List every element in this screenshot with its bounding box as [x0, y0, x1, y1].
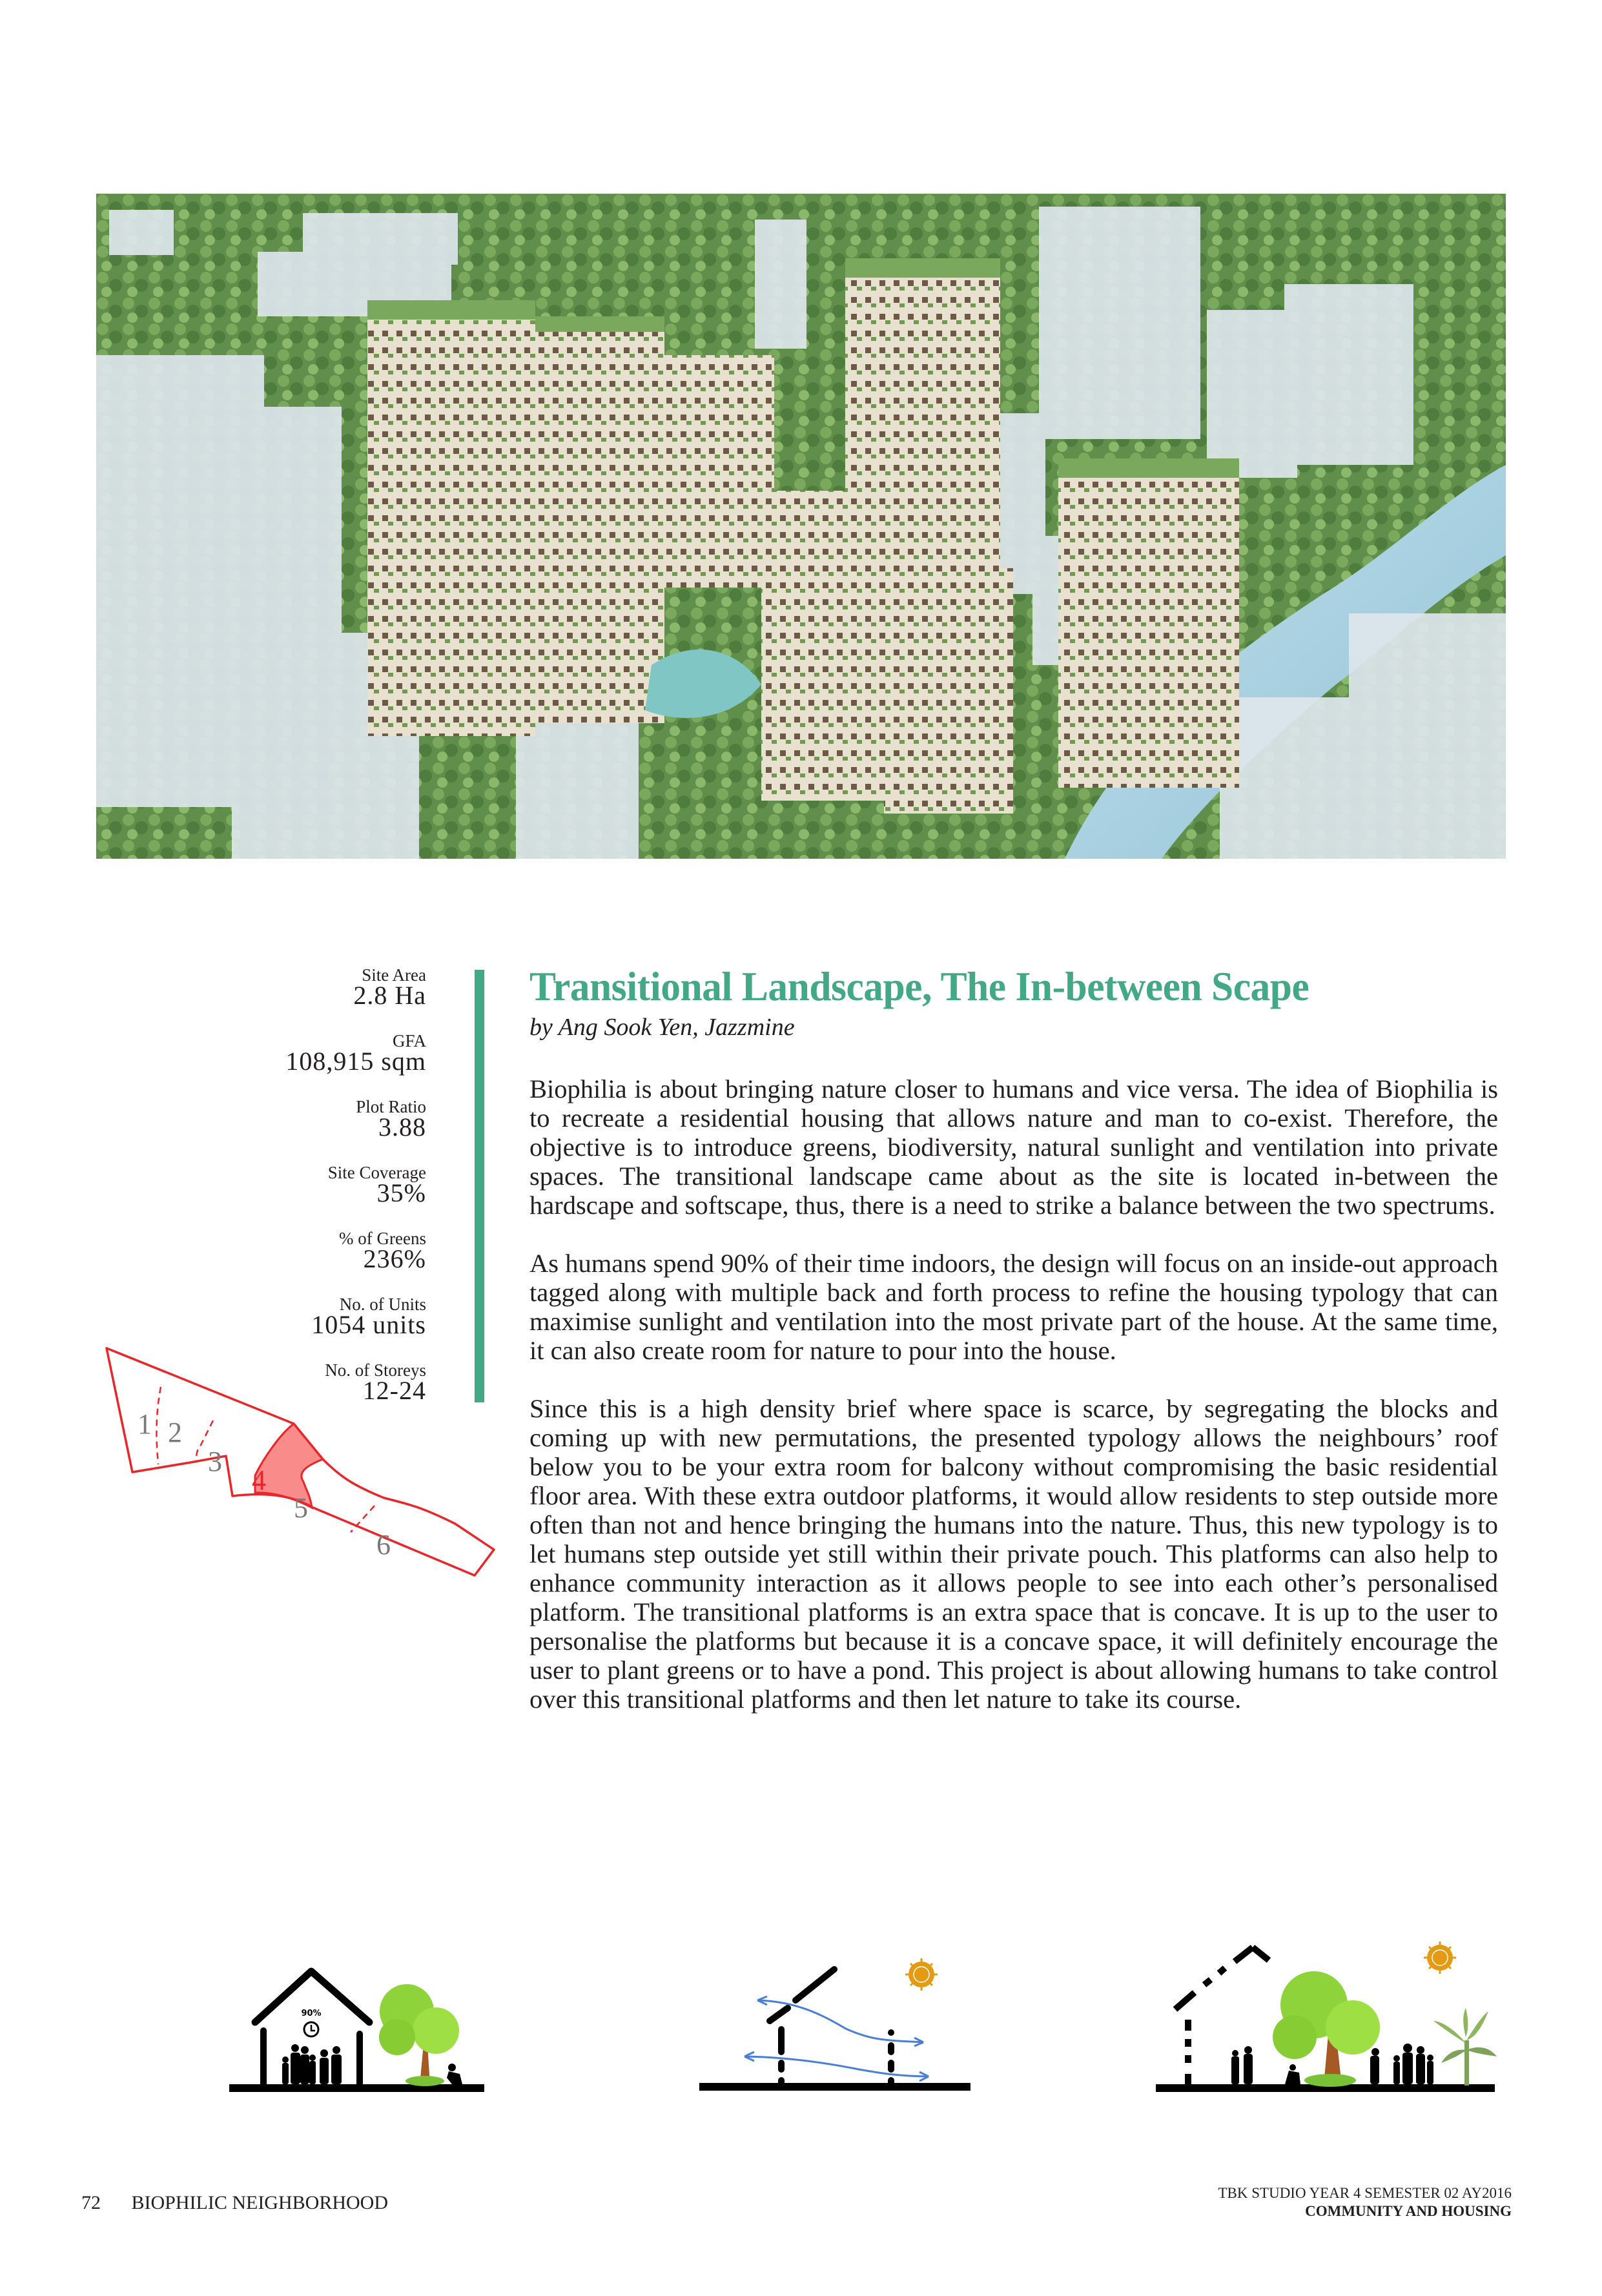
site-plan-svg: [94, 1317, 468, 1588]
stat-value: 1054 units: [311, 1310, 426, 1339]
clock-icon: [304, 2022, 318, 2036]
stat-value: 35%: [376, 1178, 426, 1207]
page-number: 72: [81, 2192, 101, 2213]
outdoor-diagram-svg: [1130, 1905, 1517, 2098]
indoor-percent-label: 90%: [301, 2009, 322, 2018]
stat-site-coverage: [245, 1163, 426, 1205]
stat-label: Site Area: [362, 965, 426, 985]
stat-label: GFA: [392, 1031, 426, 1051]
book-title: BIOPHILIC NEIGHBORHOOD: [131, 2192, 388, 2213]
stat-value: 3.88: [378, 1112, 426, 1142]
article-body: [529, 1074, 1498, 1714]
stat-label: Site Coverage: [327, 1163, 426, 1182]
ventilation-diagram-svg: [678, 1905, 969, 2098]
indoor-time-diagram: [194, 1905, 581, 2098]
stat-value: 236%: [363, 1244, 426, 1273]
stat-plot-ratio: [245, 1097, 426, 1142]
indoor-diagram-svg: [194, 1905, 581, 2098]
stat-site-area: [245, 965, 426, 1010]
plot-label-4: 4: [252, 1464, 266, 1496]
banana-tree-icon: [1433, 2008, 1497, 2086]
stat-gfa: [245, 1031, 426, 1076]
family-icon: [282, 2044, 342, 2084]
roof-icon: [770, 1969, 891, 2084]
section-label: COMMUNITY AND HOUSING: [1305, 2203, 1512, 2219]
stat-label: Plot Ratio: [356, 1097, 426, 1116]
article: [529, 962, 1498, 1743]
open-house-icon: [1175, 1947, 1269, 2084]
stat-greens: [245, 1229, 426, 1271]
airflow-arrow-icon: [745, 1996, 929, 2081]
sun-icon: [905, 1958, 938, 1991]
accent-divider-bar: [475, 970, 484, 1402]
footer-left: [81, 2192, 388, 2214]
paragraph: Since this is a high density brief where space is scarce, by segregating the blocks and coming up with new permutations, the presented typology allows the neighbours’ roof below you to be your extra room for balcony without compromising the basic residential floor area. With these extra outdoor platforms, it would allow residents to step outside more often than not and hence bringing the humans into the nature. Thus, this new typology is to let humans step outside yet still within their private pouch. This platforms can also help to enhance community interaction as it allows people to see into each other’s personalised platform. The transitional platforms is an extra space that is concave. It is up to the user to personalise the platforms but because it is a concave space, it will definitely encourage the user to plant greens or to have a pond. This project is about allowing humans to take control over this transitional platforms and then let nature to take its course.: [529, 1394, 1498, 1714]
plot-label-1: 1: [138, 1408, 152, 1440]
paragraph: As humans spend 90% of their time indoors, the design will focus on an inside-out approach tagged along with multiple back and forth process to refine the housing typology that can maximise sunlight and ventilation into the most private part of the house. At the same time, it can also create room for nature to pour into the house.: [529, 1249, 1498, 1365]
stat-label: % of Greens: [339, 1229, 426, 1248]
stat-label: No. of Units: [339, 1295, 426, 1314]
stat-value: 12-24: [362, 1376, 426, 1405]
stat-label: No. of Storeys: [325, 1360, 426, 1380]
article-title: Transitional Landscape, The In-between Scape: [529, 963, 1309, 1009]
paragraph: Biophilia is about bringing nature closer to humans and vice versa. The idea of Biophilia is to recreate a residential housing that allows nature and man to co-exist. Therefore, the objective is to introduce greens, biodiversity, natural sunlight and ventilation into private spaces. The transitional landscape came about as the site is located in-between the hardscape and softscape, thus, there is a need to strike a balance between the two spectrums.: [529, 1074, 1498, 1220]
tree-icon: [1273, 1971, 1380, 2087]
plot-label-3: 3: [208, 1446, 222, 1477]
gardener-icon: [447, 2064, 462, 2084]
sun-icon: [1424, 1942, 1456, 1974]
site-plan-diagram: [94, 1317, 468, 1588]
studio-label: TBK STUDIO YEAR 4 SEMESTER 02 AY2016: [1218, 2185, 1512, 2201]
ground-line: [699, 2083, 970, 2091]
plot-label-2: 2: [168, 1417, 182, 1448]
aerial-rendering-image: [96, 194, 1506, 859]
hero-rendering: [96, 194, 1506, 859]
stat-value: 108,915 sqm: [285, 1047, 426, 1076]
stat-value: 2.8 Ha: [353, 981, 426, 1010]
article-byline: by Ang Sook Yen, Jazzmine: [529, 1014, 795, 1041]
plot-label-5: 5: [294, 1492, 308, 1524]
tree-icon: [379, 1984, 459, 2086]
plot-label-6: 6: [376, 1529, 391, 1561]
outdoor-platform-diagram: [1130, 1905, 1517, 2098]
footer-right: [1218, 2184, 1512, 2220]
ventilation-diagram: [678, 1905, 969, 2098]
